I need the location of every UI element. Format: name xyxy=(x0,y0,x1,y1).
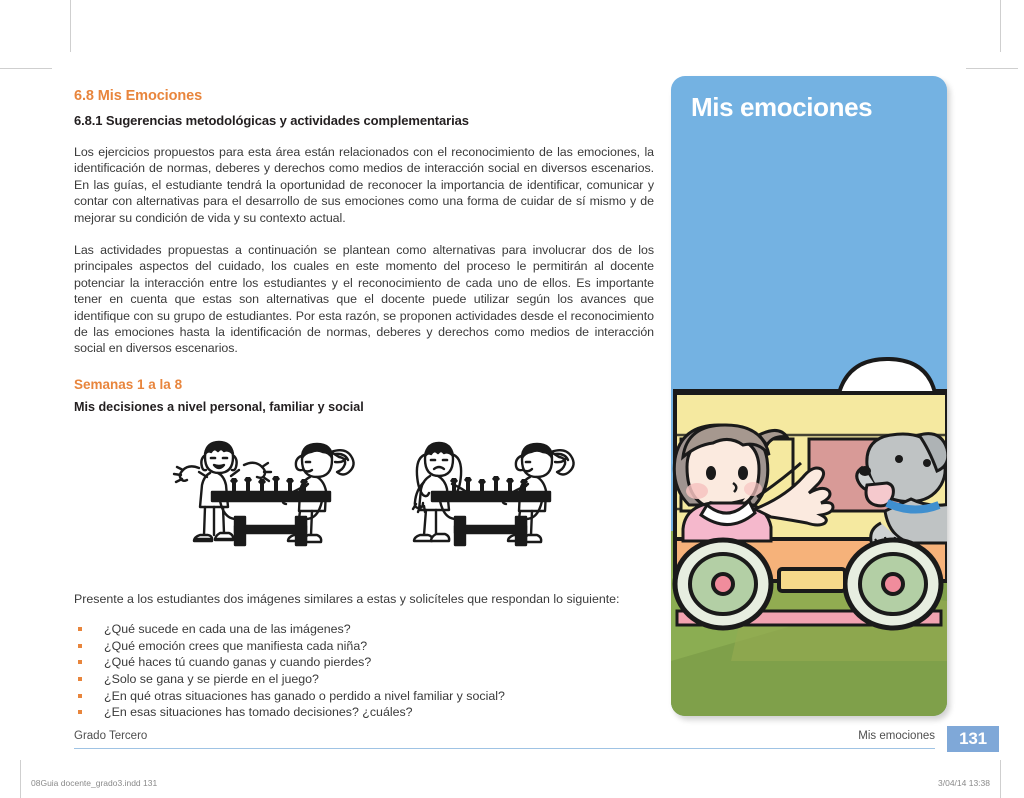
instruction-text: Presente a los estudiantes dos imágenes similares a estas y solicíteles que respondan lo siguiente: xyxy=(74,591,620,606)
list-item xyxy=(74,704,654,721)
bullet-icon xyxy=(78,644,82,648)
question-text: ¿En qué otras situaciones has ganado o perdido a nivel familiar y social? xyxy=(104,688,505,703)
main-text-column xyxy=(74,88,654,721)
bullet-icon xyxy=(78,677,82,681)
print-slug-filename: 08Guia docente_grado3.indd 131 xyxy=(31,778,158,788)
page-number-badge: 131 xyxy=(947,726,999,752)
footer-grade-label: Grado Tercero xyxy=(74,730,148,742)
print-slug-timestamp: 3/04/14 13:38 xyxy=(938,778,990,788)
bullet-icon xyxy=(78,694,82,698)
question-text: ¿Qué haces tú cuando ganas y cuando pierdes? xyxy=(104,655,372,670)
list-item xyxy=(74,688,654,705)
page-title: 6.8 Mis Emociones xyxy=(74,88,203,104)
side-panel xyxy=(671,76,947,716)
bullet-icon xyxy=(78,710,82,714)
question-text: ¿En esas situaciones has tomado decisiones? ¿cuáles? xyxy=(104,705,413,720)
side-panel-title: Mis emociones xyxy=(691,92,873,122)
list-item xyxy=(74,671,654,688)
bus-scene-illustration xyxy=(671,331,947,716)
question-list xyxy=(74,621,654,721)
list-item xyxy=(74,638,654,655)
footer-section-label: Mis emociones xyxy=(858,730,935,742)
activity-heading: Mis decisiones a nivel personal, familiar y social xyxy=(74,399,364,414)
footer-divider xyxy=(74,748,935,749)
question-text: ¿Solo se gana y se pierde en el juego? xyxy=(104,672,319,687)
paragraph-activities: Las actividades propuestas a continuación se plantean como alternativas para involucrar dos de los principales aspectos del cuidado, los cuales en este momento del proceso le permitirán al docente potenciar la interacción entre los estudiantes y el reconocimiento de cada uno de ellos. Es importante tener en cuenta que estas son alternativas que el docente puede utilizar según los avances que identifique con su grupo de estudiantes. Por esta razón, se proponen actividades desde el reconocimiento de las emociones hasta la identificación de normas, deberes y derechos como medios de interacción social en diversos escenarios. xyxy=(74,243,654,356)
question-text: ¿Qué sucede en cada una de las imágenes? xyxy=(104,622,351,637)
weeks-heading: Semanas 1 a la 8 xyxy=(74,376,183,392)
bullet-icon xyxy=(78,660,82,664)
subsection-heading: 6.8.1 Sugerencias metodológicas y actividades complementarias xyxy=(74,113,469,128)
bullet-icon xyxy=(78,627,82,631)
paragraph-intro: Los ejercicios propuestos para esta área están relacionados con el reconocimiento de las emociones, la identificación de normas, deberes y derechos como medios de interacción social en diversos escenarios. En las guías, el estudiante tendrá la oportunidad de reconocer la importancia de identificar, comunicar y contar con alternativas para el desarrollo de sus emociones como una forma de cuidar de sí mismo y de mejorar su condición de vida y su contexto actual. xyxy=(74,145,654,225)
list-item xyxy=(74,654,654,671)
question-text: ¿Qué emoción crees que manifiesta cada niña? xyxy=(104,638,368,653)
list-item xyxy=(74,621,654,638)
chess-players-illustration xyxy=(74,432,654,577)
